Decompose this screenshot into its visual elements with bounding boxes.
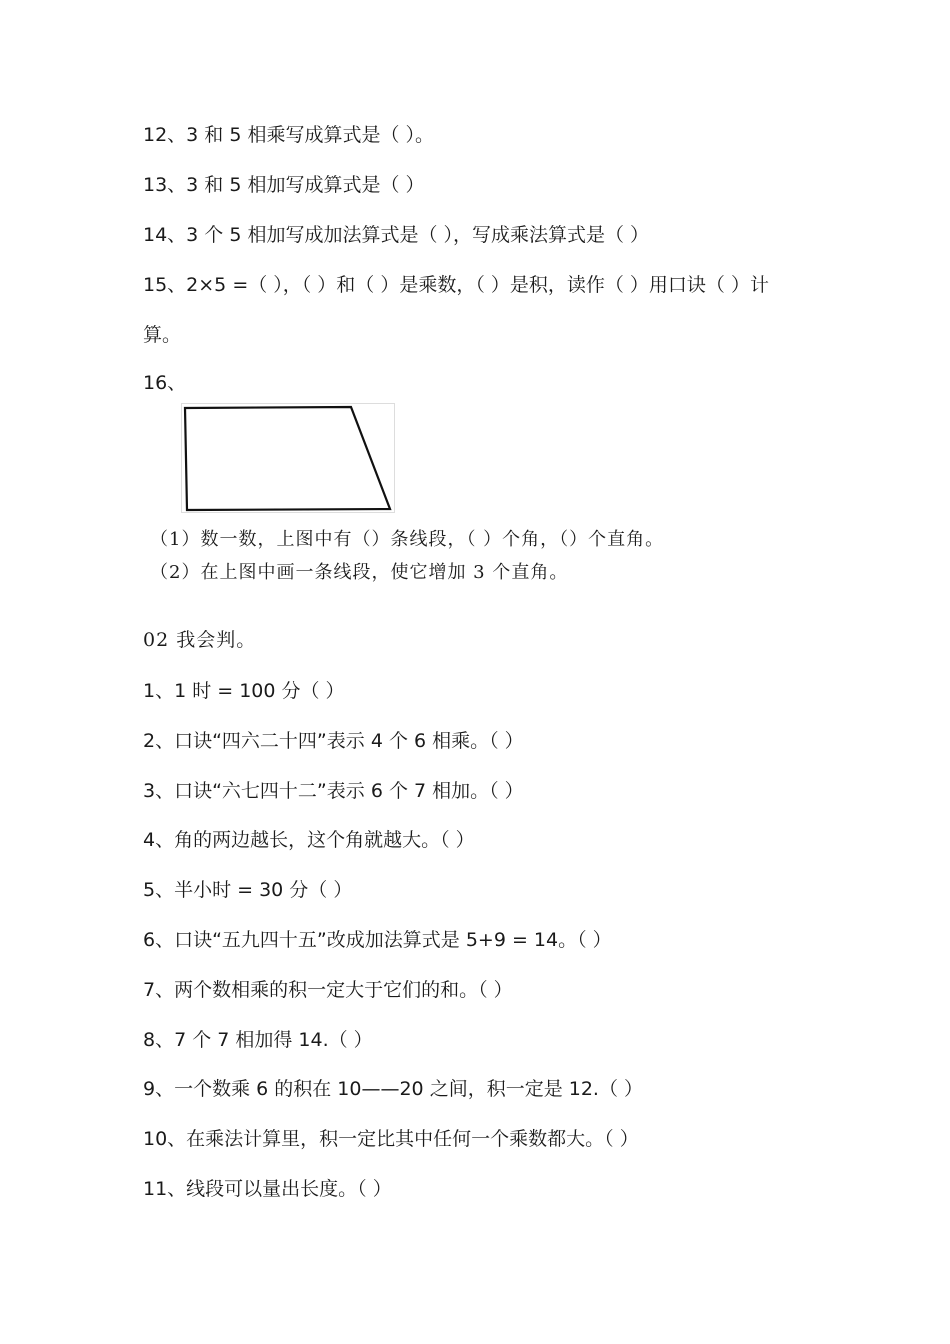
question-16-sub1: （1）数一数，上图中有（）条线段，（ ）个角，（）个直角。 bbox=[150, 529, 665, 550]
question-16: 16、 bbox=[143, 372, 187, 394]
judge-item-4: 4、角的两边越长，这个角就越大。（ ） bbox=[143, 829, 475, 851]
judge-item-11: 11、线段可以量出长度。（ ） bbox=[143, 1178, 392, 1200]
question-12: 12、3 和 5 相乘写成算式是（ ）。 bbox=[143, 124, 435, 146]
judge-item-6: 6、口诀“五九四十五”改成加法算式是 5+9 = 14。（ ） bbox=[143, 929, 612, 951]
question-16-sub2: （2）在上图中画一条线段，使它增加 3 个直角。 bbox=[150, 562, 569, 583]
judge-item-7: 7、两个数相乘的积一定大于它们的和。（ ） bbox=[143, 979, 513, 1001]
question-14: 14、3 个 5 相加写成加法算式是（ ），写成乘法算式是（ ） bbox=[143, 224, 650, 246]
judge-item-1: 1、1 时 = 100 分（ ） bbox=[143, 680, 345, 702]
trapezoid-drawing bbox=[181, 403, 395, 513]
trapezoid-figure bbox=[181, 403, 395, 513]
question-15-line1: 15、2×5 =（ ），（ ）和（ ）是乘数，（ ）是积，读作（ ）用口诀（ ）计 bbox=[143, 274, 769, 296]
judge-item-2: 2、口诀“四六二十四”表示 4 个 6 相乘。（ ） bbox=[143, 730, 524, 752]
question-13: 13、3 和 5 相加写成算式是（ ） bbox=[143, 174, 425, 196]
judge-item-3: 3、口诀“六七四十二”表示 6 个 7 相加。（ ） bbox=[143, 780, 524, 802]
question-15-line2: 算。 bbox=[143, 324, 182, 346]
section-heading: 02 我会判。 bbox=[143, 629, 257, 651]
trapezoid-shape bbox=[185, 407, 390, 510]
judge-item-5: 5、半小时 = 30 分（ ） bbox=[143, 879, 353, 901]
judge-item-10: 10、在乘法计算里，积一定比其中任何一个乘数都大。（ ） bbox=[143, 1128, 639, 1150]
judge-item-9: 9、一个数乘 6 的积在 10——20 之间，积一定是 12.（ ） bbox=[143, 1078, 643, 1100]
figure-frame bbox=[182, 404, 395, 513]
judge-item-8: 8、7 个 7 相加得 14.（ ） bbox=[143, 1029, 373, 1051]
